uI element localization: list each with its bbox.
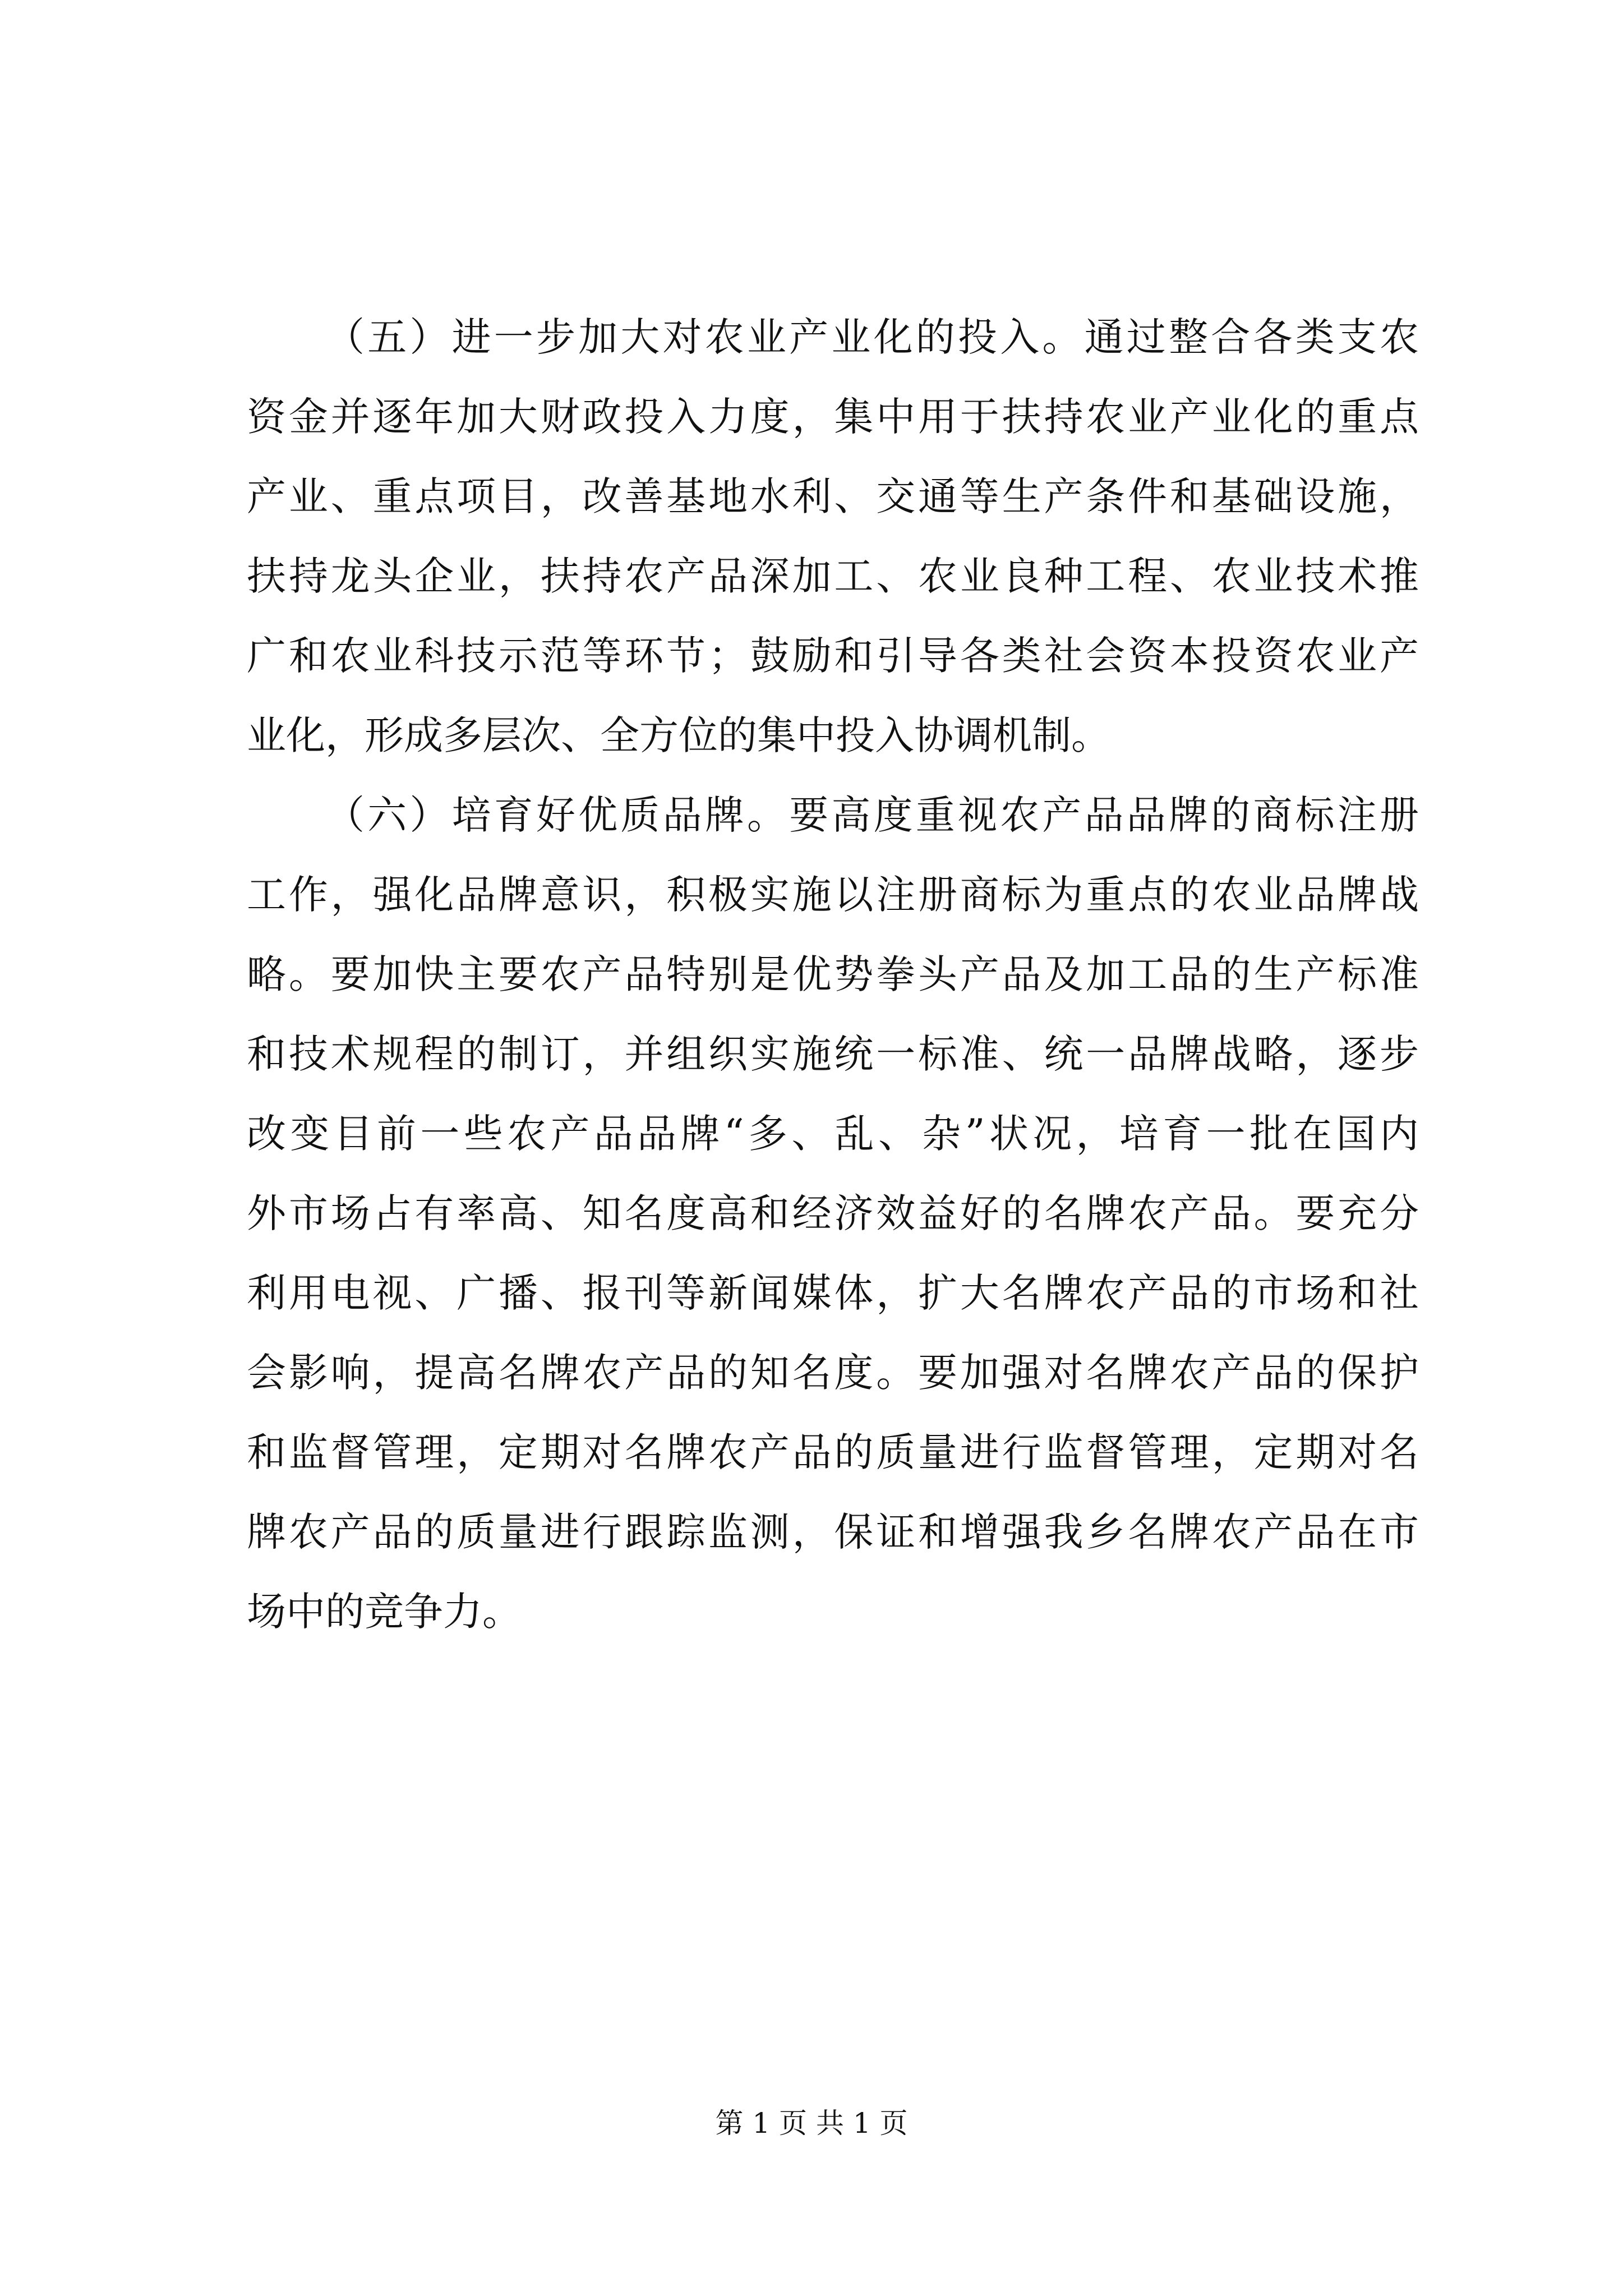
paragraph-5 (247, 297, 1419, 775)
paragraph-line: （六）培育好优质品牌。要高度重视农产品品牌的商标注册 (325, 792, 1419, 838)
paragraph-line: 工作，强化品牌意识，积极实施以注册商标为重点的农业品牌战 (247, 872, 1419, 918)
paragraph-line: 略。要加快主要农产品特别是优势拳头产品及加工品的生产标准 (247, 951, 1419, 997)
paragraph-line: 扶持龙头企业，扶持农产品深加工、农业良种工程、农业技术推 (247, 553, 1419, 599)
paragraph-line: 场中的竞争力。 (247, 1589, 522, 1635)
paragraph-6 (247, 775, 1419, 1651)
paragraph-line: 广和农业科技示范等环节；鼓励和引导各类社会资本投资农业产 (247, 633, 1419, 679)
paragraph-line: 和技术规程的制订，并组织实施统一标准、统一品牌战略，逐步 (247, 1031, 1419, 1077)
paragraph-line: 资金并逐年加大财政投入力度，集中用于扶持农业产业化的重点 (247, 394, 1419, 440)
document-body (247, 297, 1419, 1651)
paragraph-line: 牌农产品的质量进行跟踪监测，保证和增强我乡名牌农产品在市 (247, 1509, 1419, 1555)
paragraph-line: 会影响，提高名牌农产品的知名度。要加强对名牌农产品的保护 (247, 1350, 1419, 1396)
page-footer (0, 2104, 1623, 2143)
paragraph-line: 利用电视、广播、报刊等新闻媒体，扩大名牌农产品的市场和社 (247, 1270, 1419, 1316)
paragraph-line: （五）进一步加大对农业产业化的投入。通过整合各类支农 (325, 314, 1419, 360)
paragraph-line: 和监督管理，定期对名牌农产品的质量进行监督管理，定期对名 (247, 1429, 1419, 1475)
page-number: 第 1 页 共 1 页 (715, 2107, 908, 2139)
paragraph-line: 外市场占有率高、知名度高和经济效益好的名牌农产品。要充分 (247, 1190, 1419, 1236)
paragraph-line: 产业、重点项目，改善基地水利、交通等生产条件和基础设施， (247, 473, 1419, 519)
paragraph-line: 业化，形成多层次、全方位的集中投入协调机制。 (247, 712, 1110, 758)
paragraph-line: 改变目前一些农产品品牌“多、乱、杂”状况，培育一批在国内 (247, 1111, 1419, 1157)
